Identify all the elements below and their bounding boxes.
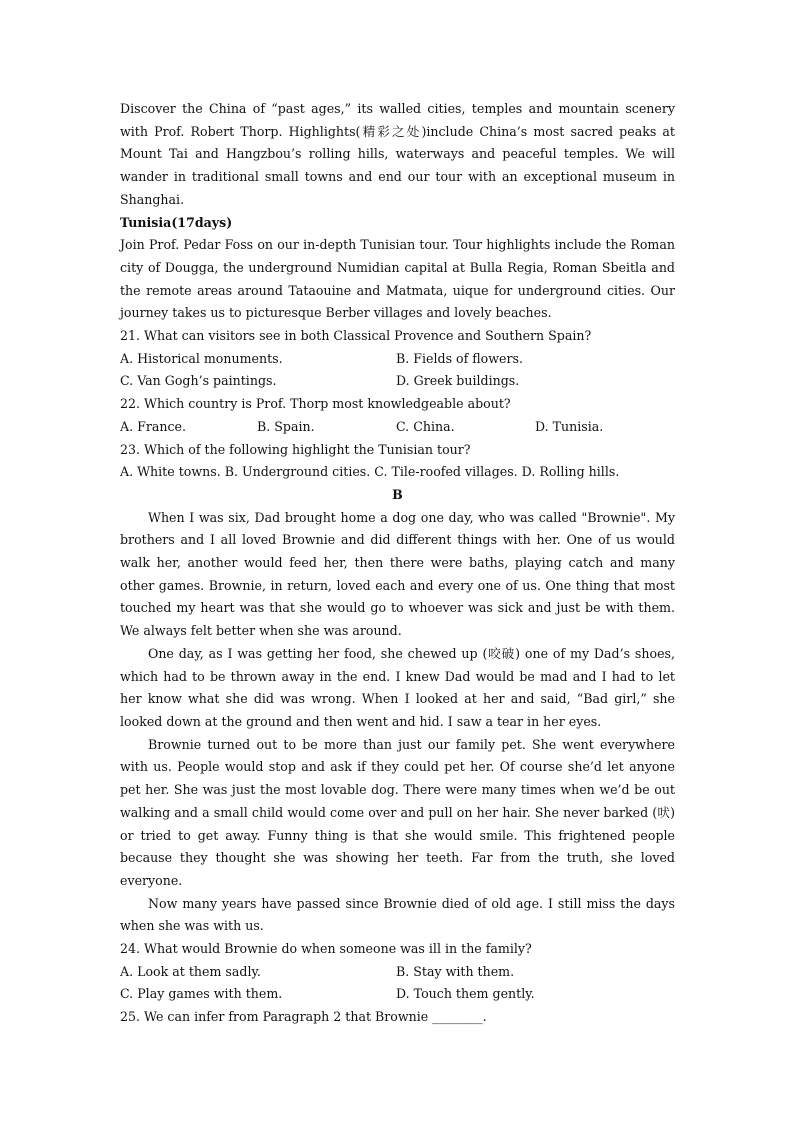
- story-paragraph-2: One day, as I was getting her food, she chewed up (咬破) one of my Dad’s shoes, which had to be thrown away in the end. I knew Dad would be mad and I had to let her know what she did was wrong. When I looked at her and said, “Bad girl,” she looked down at the ground and then went and hid. I saw a tear in her eyes.: [120, 645, 675, 729]
- tunisia-heading: Tunisia(17days): [120, 214, 233, 230]
- question-22-option-b: B. Spain.: [257, 418, 315, 434]
- question-21-options: [120, 348, 675, 393]
- question-24-option-b: B. Stay with them.: [396, 963, 515, 979]
- question-22-option-c: C. China.: [396, 418, 455, 434]
- question-23-stem: 23. Which of the following highlight the Tunisian tour?: [120, 441, 471, 457]
- story-paragraph-4: Now many years have passed since Brownie died of old age. I still miss the days when she was with us.: [120, 895, 675, 934]
- question-21-option-d: D. Greek buildings.: [396, 373, 520, 389]
- question-21-option-a: A. Historical monuments.: [120, 350, 283, 366]
- question-21-stem: 21. What can visitors see in both Classical Provence and Southern Spain?: [120, 328, 592, 344]
- question-22-option-d: D. Tunisia.: [535, 418, 604, 434]
- question-21-option-c: C. Van Gogh’s paintings.: [120, 373, 277, 389]
- question-24-option-d: D. Touch them gently.: [396, 986, 535, 1002]
- question-24-option-c: C. Play games with them.: [120, 986, 283, 1002]
- story-paragraph-1: When I was six, Dad brought home a dog one day, who was called "Brownie". My brothers and I all loved Brownie and did different things with her. One of us would walk her, another would feed her, then there were baths, playing catch and many other games. Brownie, in return, loved each and every one of us. One thing that most touched my heart was that she would go to whoever was sick and just be with them. We always felt better when she was around.: [120, 509, 675, 639]
- question-24-option-a: A. Look at them sadly.: [120, 963, 261, 979]
- section-b-label: B: [392, 486, 403, 502]
- question-24-options: [120, 961, 675, 1006]
- question-22-options: [120, 416, 675, 439]
- china-tour-paragraph: Discover the China of “past ages,” its walled cities, temples and mountain scenery with Prof. Robert Thorp. Highlights(精彩之处)include China’s most sacred peaks at Mount Tai and Hangzbou’s rolling hills, waterways and peaceful temples. We will wander in traditional small towns and end our tour with an exceptional museum in Shanghai.: [120, 101, 675, 207]
- question-22-stem: 22. Which country is Prof. Thorp most knowledgeable about?: [120, 396, 511, 412]
- question-24-stem: 24. What would Brownie do when someone was ill in the family?: [120, 941, 532, 957]
- question-22-option-a: A. France.: [120, 418, 186, 434]
- page-content: [120, 98, 675, 1029]
- story-paragraph-3: Brownie turned out to be more than just our family pet. She went everywhere with us. People would stop and ask if they could pet her. Of course she’d let anyone pet her. She was just the most lovable dog. There were many times when we’d be out walking and a small child would come over and pull on her hair. She never barked (吠) or tried to get away. Funny thing is that she would smile. This frightened people because they thought she was showing her teeth. Far from the truth, she loved everyone.: [120, 736, 675, 888]
- question-21-option-b: B. Fields of flowers.: [396, 350, 523, 366]
- question-23-options: A. White towns. B. Underground cities. C. Tile-roofed villages. D. Rolling hills.: [120, 464, 620, 480]
- question-25-stem: 25. We can infer from Paragraph 2 that Brownie ________.: [120, 1009, 487, 1025]
- tunisia-tour-paragraph: Join Prof. Pedar Foss on our in-depth Tunisian tour. Tour highlights include the Roman city of Dougga, the underground Numidian capital at Bulla Regia, Roman Sbeitla and the remote areas around Tataouine and Matmata, uique for underground cities. Our journey takes us to picturesque Berber villages and lovely beaches.: [120, 237, 675, 321]
